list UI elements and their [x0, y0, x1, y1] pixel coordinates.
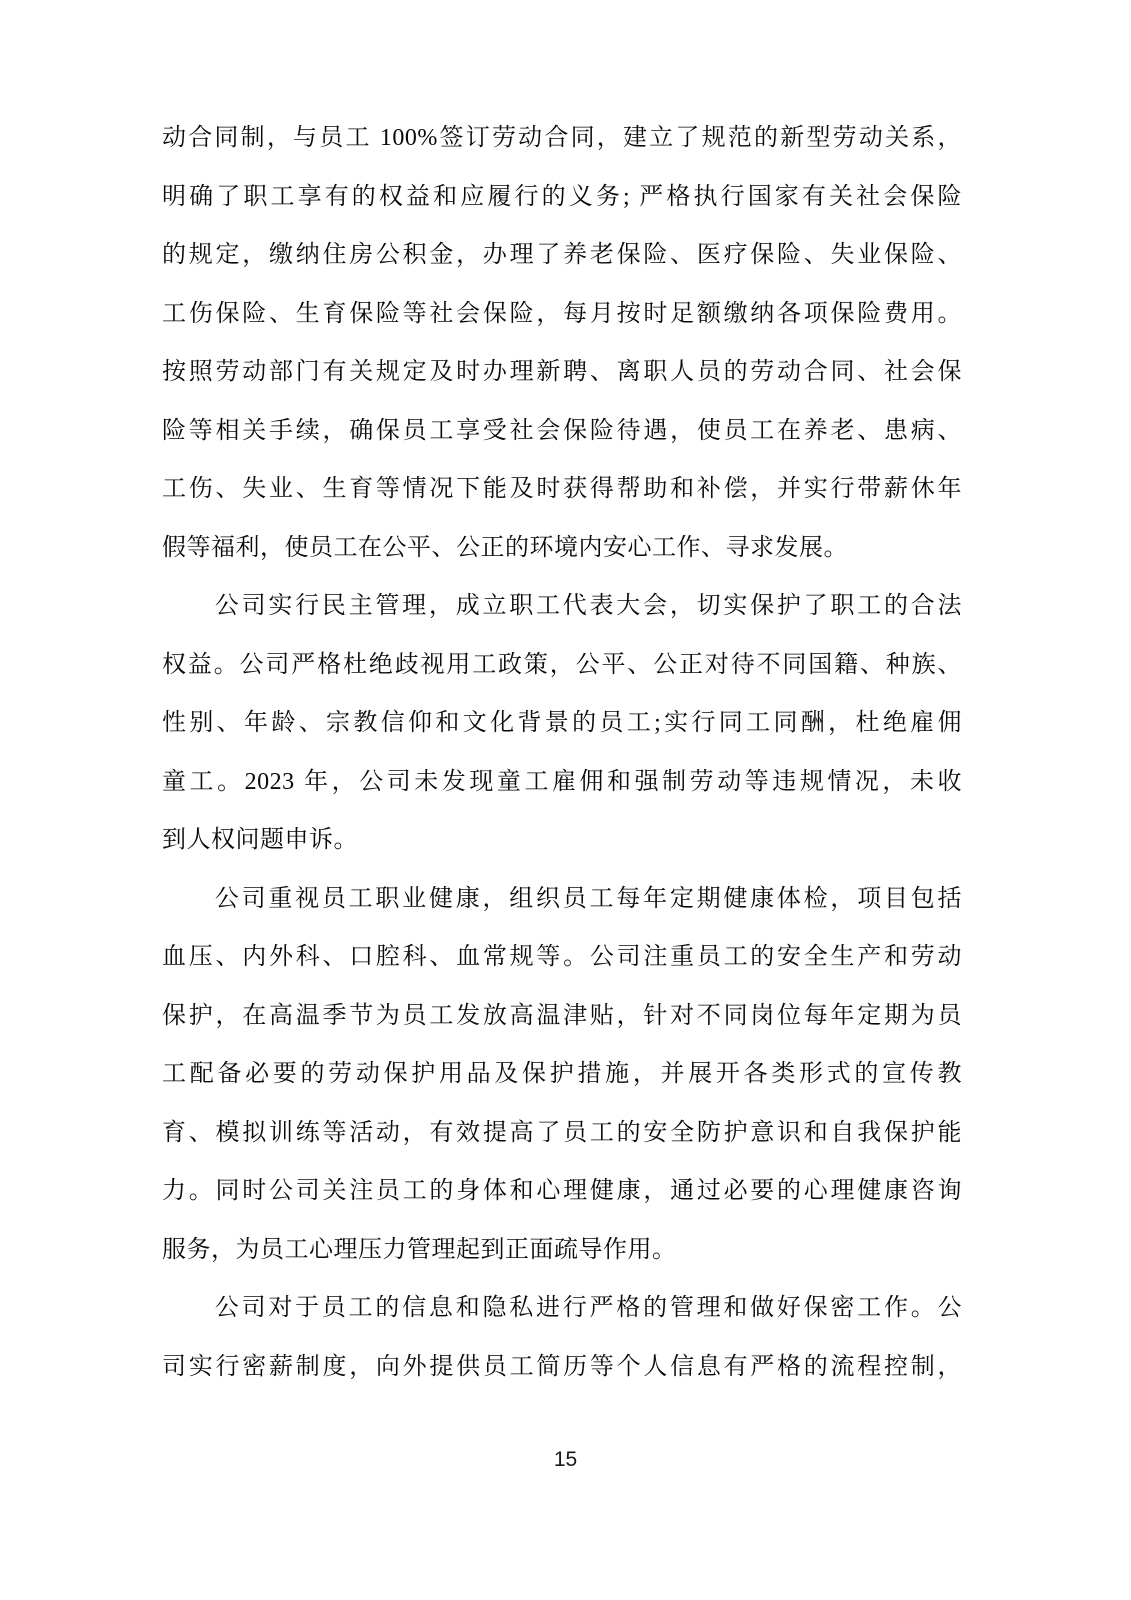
- text-line: 公司重视员工职业健康，组织员工每年定期健康体检，项目包括: [214, 885, 962, 912]
- text-line: 力。同时公司关注员工的身体和心理健康，通过必要的心理健康咨询: [162, 1178, 962, 1204]
- text-line: 性别、年龄、宗教信仰和文化背景的员工;实行同工同酬，杜绝雇佣: [162, 710, 962, 736]
- text-line: 假等福利，使员工在公平、公正的环境内安心工作、寻求发展。: [162, 534, 848, 561]
- text-line: 工伤保险、生育保险等社会保险，每月按时足额缴纳各项保险费用。: [162, 300, 962, 327]
- text-line: 的规定，缴纳住房公积金，办理了养老保险、医疗保险、失业保险、: [162, 242, 962, 268]
- text-line: 血压、内外科、口腔科、血常规等。公司注重员工的安全生产和劳动: [162, 944, 962, 970]
- text-line: 工伤、失业、生育等情况下能及时获得帮助和补偿，并实行带薪休年: [162, 476, 962, 502]
- text-line: 童工。2023 年，公司未发现童工雇佣和强制劳动等违规情况，未收: [162, 768, 962, 795]
- text-line: 保护，在高温季节为员工发放高温津贴，针对不同岗位每年定期为员: [162, 1002, 962, 1029]
- text-line: 工配备必要的劳动保护用品及保护措施，并展开各类形式的宣传教: [162, 1061, 962, 1087]
- text-line: 动合同制，与员工 100%签订劳动合同，建立了规范的新型劳动关系，: [162, 125, 962, 151]
- document-text-block: [162, 109, 962, 1396]
- text-line: 司实行密薪制度，向外提供员工简历等个人信息有严格的流程控制，: [162, 1353, 962, 1380]
- text-line: 公司对于员工的信息和隐私进行严格的管理和做好保密工作。公: [214, 1295, 962, 1321]
- text-line: 公司实行民主管理，成立职工代表大会，切实保护了职工的合法: [214, 593, 962, 619]
- text-line: 按照劳动部门有关规定及时办理新聘、离职人员的劳动合同、社会保: [162, 359, 962, 385]
- text-line: 明确了职工享有的权益和应履行的义务; 严格执行国家有关社会保险: [162, 183, 962, 210]
- page-number: 15: [553, 1448, 578, 1471]
- text-line: 权益。公司严格杜绝歧视用工政策，公平、公正对待不同国籍、种族、: [162, 651, 962, 678]
- text-line: 险等相关手续，确保员工享受社会保险待遇，使员工在养老、患病、: [162, 417, 962, 444]
- text-line: 服务，为员工心理压力管理起到正面疏导作用。: [162, 1236, 677, 1263]
- text-line: 育、模拟训练等活动，有效提高了员工的安全防护意识和自我保护能: [162, 1119, 962, 1146]
- text-line: 到人权问题申诉。: [162, 827, 358, 853]
